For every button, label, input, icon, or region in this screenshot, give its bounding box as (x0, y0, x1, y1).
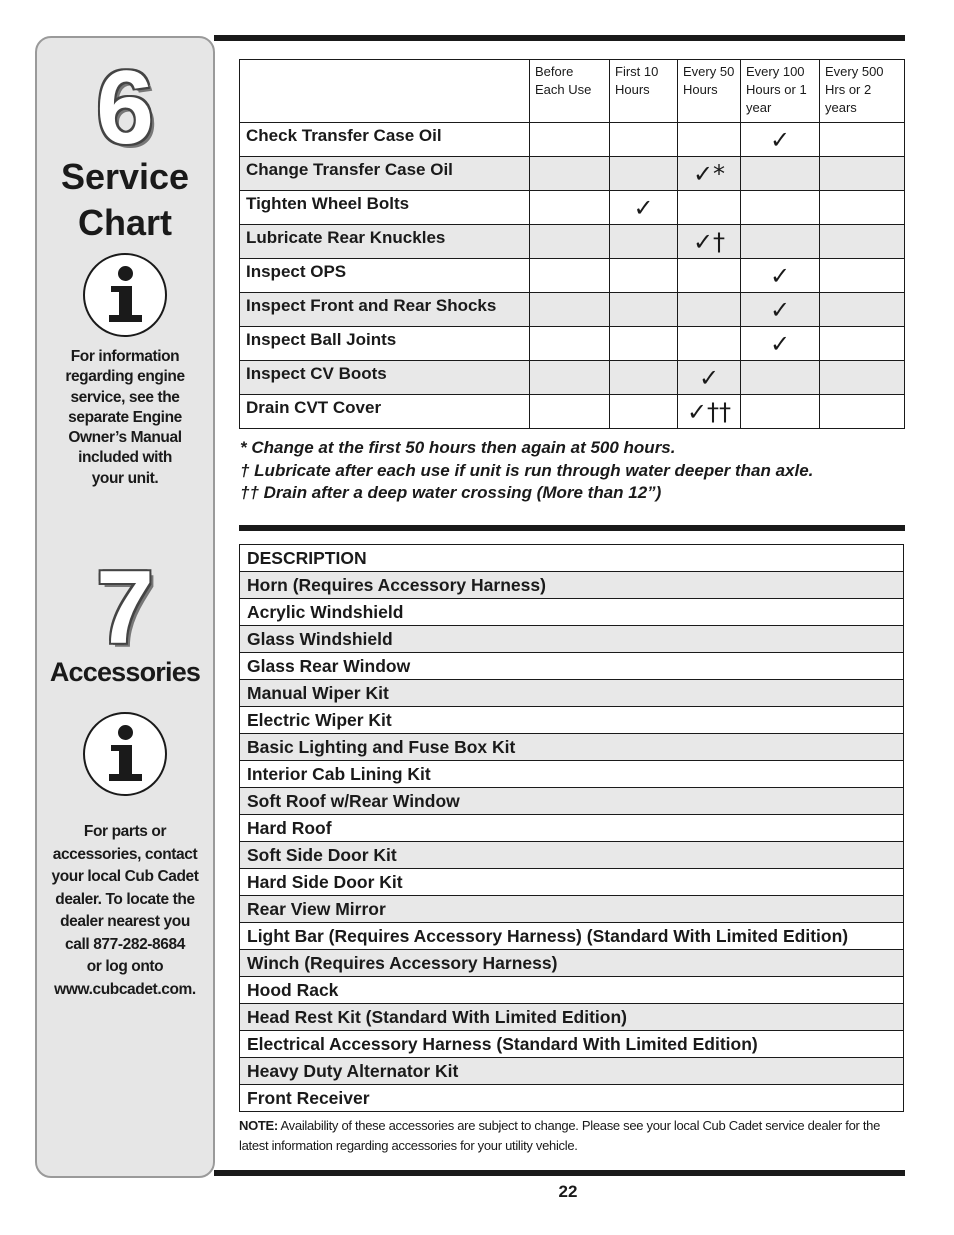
section-6-number: 6 (96, 50, 154, 166)
accessory-row (240, 1085, 904, 1112)
info-text-line: or log onto (86, 958, 164, 975)
interval-cell (530, 259, 610, 293)
interval-cell (820, 293, 905, 327)
section-7-number: 7 (96, 550, 154, 666)
header-cell (240, 60, 530, 123)
service-task: Change Transfer Case Oil (240, 157, 530, 191)
info-text-line: regarding engine (65, 368, 185, 386)
info-text-line: your unit. (91, 469, 159, 487)
accessory-row (240, 1058, 904, 1085)
interval-cell (610, 327, 678, 361)
accessory-row (240, 653, 904, 680)
interval-cell (678, 123, 741, 157)
interval-cell (820, 123, 905, 157)
check-mark-icon (741, 327, 820, 361)
interval-cell (610, 157, 678, 191)
accessory-row (240, 572, 904, 599)
interval-cell (820, 225, 905, 259)
accessory-row (240, 869, 904, 896)
accessory-item: Hard Side Door Kit (240, 869, 904, 896)
interval-cell (610, 361, 678, 395)
interval-cell (820, 395, 905, 429)
interval-cell (678, 327, 741, 361)
interval-cell (610, 293, 678, 327)
accessory-item: Hard Roof (240, 815, 904, 842)
service-task: Check Transfer Case Oil (240, 123, 530, 157)
service-task: Inspect Front and Rear Shocks (240, 293, 530, 327)
interval-mark: ✓ (633, 193, 654, 222)
info-text-line: For parts or (83, 823, 167, 840)
section-rule (239, 525, 905, 531)
accessory-item: Glass Windshield (240, 626, 904, 653)
interval-cell (678, 191, 741, 225)
service-chart-footnotes (240, 437, 904, 505)
accessory-item: Head Rest Kit (Standard With Limited Edition) (240, 1004, 904, 1031)
info-text-line: Owner’s Manual (68, 429, 182, 447)
interval-mark: ✓ (769, 329, 791, 358)
service-task: Inspect CV Boots (240, 361, 530, 395)
note-text: Availability of these accessories are subject to change. Please see your local Cub Cadet service dealer for the latest information regarding accessories for your utility vehicle. (239, 1118, 881, 1153)
service-task: Lubricate Rear Knuckles (240, 225, 530, 259)
accessory-item: Rear View Mirror (240, 896, 904, 923)
interval-cell (820, 157, 905, 191)
accessory-row (240, 599, 904, 626)
accessory-row (240, 1031, 904, 1058)
interval-mark: ✓ (769, 295, 791, 324)
accessory-item: Hood Rack (240, 977, 904, 1004)
accessory-item: Acrylic Windshield (240, 599, 904, 626)
service-chart-row (240, 293, 905, 327)
info-text-line: included with (78, 449, 172, 467)
accessories-note (239, 1116, 904, 1155)
accessory-item: Soft Roof w/Rear Window (240, 788, 904, 815)
accessory-item: Electrical Accessory Harness (Standard With Limited Edition) (240, 1031, 904, 1058)
footnote: * Change at the first 50 hours then again at 500 hours. (240, 438, 676, 457)
header-cell: Every 500 Hrs or 2 years (820, 60, 905, 123)
accessory-row (240, 761, 904, 788)
interval-cell (530, 157, 610, 191)
service-task: Tighten Wheel Bolts (240, 191, 530, 225)
check-mark-icon (678, 157, 741, 191)
interval-cell (820, 259, 905, 293)
parts-info-text (43, 821, 207, 1001)
sidebar (35, 36, 215, 1178)
interval-cell (820, 327, 905, 361)
accessory-row (240, 815, 904, 842)
footnote: †† Drain after a deep water crossing (More than 12”) (240, 483, 662, 503)
accessory-item: Light Bar (Requires Accessory Harness) (Standard With Limited Edition) (240, 923, 904, 950)
accessory-row (240, 977, 904, 1004)
info-text-line: accessories, contact (52, 845, 198, 863)
info-text-line: www.cubcadet.com. (54, 980, 196, 998)
accessory-row (240, 842, 904, 869)
accessory-row (240, 1004, 904, 1031)
info-text-line: your local Cub Cadet (51, 868, 199, 885)
accessory-item: Soft Side Door Kit (240, 842, 904, 869)
accessory-row (240, 680, 904, 707)
service-task: Inspect OPS (240, 259, 530, 293)
info-icon (83, 253, 167, 337)
accessory-item: Manual Wiper Kit (240, 680, 904, 707)
accessories-table (239, 544, 904, 1112)
service-task: Inspect Ball Joints (240, 327, 530, 361)
check-mark-icon (741, 259, 820, 293)
service-task: Drain CVT Cover (240, 395, 530, 429)
interval-cell (530, 191, 610, 225)
accessory-item: Basic Lighting and Fuse Box Kit (240, 734, 904, 761)
service-chart-row (240, 225, 905, 259)
check-mark-icon (610, 191, 678, 225)
interval-mark: ✓ (698, 363, 720, 392)
section-7-title: Accessories (49, 657, 201, 687)
header-cell: First 10 Hours (610, 60, 678, 123)
accessory-row (240, 734, 904, 761)
check-mark-icon (741, 293, 820, 327)
accessory-item: Horn (Requires Accessory Harness) (240, 572, 904, 599)
interval-mark: ✓ (769, 125, 791, 154)
bottom-rule (214, 1170, 905, 1176)
interval-cell (741, 361, 820, 395)
accessory-item: Glass Rear Window (240, 653, 904, 680)
page-number: 22 (558, 1182, 578, 1201)
info-text-line: call 877-282-8684 (65, 935, 185, 953)
engine-info-text (43, 347, 207, 489)
info-text-line: separate Engine (68, 408, 182, 426)
check-mark-icon (678, 395, 741, 429)
service-chart-row (240, 191, 905, 225)
check-mark-icon (741, 123, 820, 157)
interval-cell (610, 259, 678, 293)
interval-cell (741, 191, 820, 225)
accessory-row (240, 788, 904, 815)
check-mark-icon (678, 225, 741, 259)
header-cell: Every 100 Hours or 1 year (741, 60, 820, 123)
note-label: NOTE: (239, 1118, 278, 1133)
accessory-item: Front Receiver (240, 1085, 904, 1112)
accessories-header-row (240, 545, 904, 572)
interval-cell (530, 327, 610, 361)
interval-mark: ✓†† (686, 397, 732, 426)
service-chart-row (240, 259, 905, 293)
accessory-row (240, 950, 904, 977)
interval-cell (530, 361, 610, 395)
header-cell: Every 50 Hours (678, 60, 741, 123)
interval-cell (530, 225, 610, 259)
info-text-line: dealer. To locate the (55, 890, 195, 908)
interval-cell (741, 395, 820, 429)
interval-cell (741, 157, 820, 191)
interval-cell (530, 293, 610, 327)
interval-cell (610, 395, 678, 429)
service-chart-row (240, 395, 905, 429)
accessory-item: Heavy Duty Alternator Kit (240, 1058, 904, 1085)
info-text-line: For information (70, 348, 180, 365)
service-chart-row (240, 123, 905, 157)
header-cell: Before Each Use (530, 60, 610, 123)
accessory-item: Winch (Requires Accessory Harness) (240, 950, 904, 977)
accessories-header: DESCRIPTION (240, 545, 904, 572)
interval-cell (530, 123, 610, 157)
service-chart-row (240, 157, 905, 191)
service-chart-table (239, 59, 905, 429)
service-chart-row (240, 327, 905, 361)
section-6-title-line2: Chart (77, 202, 172, 243)
service-chart-row (240, 361, 905, 395)
accessory-row (240, 626, 904, 653)
interval-cell (678, 293, 741, 327)
interval-mark: ✓† (692, 227, 726, 256)
footnote: † Lubricate after each use if unit is run through water deeper than axle. (240, 460, 814, 480)
info-icon (83, 712, 167, 796)
service-chart-header-row (240, 60, 905, 123)
check-mark-icon (678, 361, 741, 395)
interval-cell (820, 361, 905, 395)
info-text-line: service, see the (70, 388, 180, 406)
section-6-title-line1: Service (60, 156, 190, 197)
top-rule (214, 35, 905, 41)
interval-cell (610, 225, 678, 259)
interval-mark: ✓ (769, 261, 791, 290)
interval-cell (820, 191, 905, 225)
accessory-item: Electric Wiper Kit (240, 707, 904, 734)
interval-cell (741, 225, 820, 259)
accessory-row (240, 707, 904, 734)
accessory-item: Interior Cab Lining Kit (240, 761, 904, 788)
interval-cell (610, 123, 678, 157)
info-text-line: dealer nearest you (60, 913, 190, 930)
interval-cell (530, 395, 610, 429)
accessory-row (240, 896, 904, 923)
interval-cell (678, 259, 741, 293)
interval-mark: ✓* (692, 159, 726, 188)
accessory-row (240, 923, 904, 950)
